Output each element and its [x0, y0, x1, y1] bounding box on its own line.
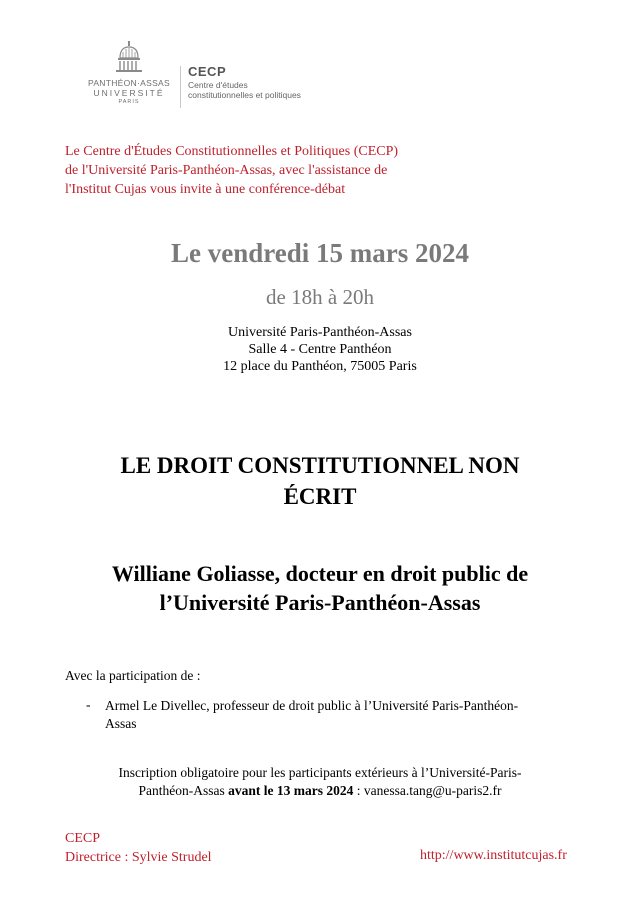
invitation-line: de l'Université Paris-Panthéon-Assas, avec l'assistance de [65, 163, 388, 178]
university-city: PARIS [118, 99, 140, 105]
invitation-line: l'Institut Cujas vous invite à une conférence-débat [65, 182, 346, 197]
address-line: Salle 4 - Centre Panthéon [248, 342, 392, 357]
logo-divider [180, 66, 181, 108]
registration-line: Panthéon-Assas avant le 13 mars 2024 : vanessa.tang@u-paris2.fr [138, 783, 502, 798]
invitation-line: Le Centre d'Études Constitutionnelles et Politiques (CECP) [65, 144, 399, 159]
registration-email: : vanessa.tang@u-paris2.fr [353, 783, 502, 798]
list-bullet: - [86, 697, 91, 712]
participant-line: Armel Le Divellec, professeur de droit public à l’Université Paris-Panthéon- [105, 698, 519, 713]
pantheon-dome-icon [111, 40, 147, 76]
event-time: de 18h à 20h [266, 285, 374, 309]
address-line: Université Paris-Panthéon-Assas [228, 325, 412, 340]
speaker-line: Williane Goliasse, docteur en droit public de [111, 561, 529, 586]
event-date: Le vendredi 15 mars 2024 [171, 238, 469, 268]
cecp-name-line2: constitutionnelles et politiques [188, 90, 301, 100]
cecp-name-line1: Centre d'études [188, 80, 248, 90]
cecp-acronym: CECP [188, 64, 227, 79]
invitation-text [65, 142, 465, 199]
cecp-logo [188, 64, 301, 100]
footer-cecp-label: CECP [65, 831, 101, 846]
footer-website-link[interactable]: http://www.institutcujas.fr [420, 848, 567, 863]
event-address [0, 324, 640, 375]
participation-label: Avec la participation de : [65, 668, 201, 683]
title-line: LE DROIT CONSTITUTIONNEL NON [120, 453, 520, 478]
pantheon-assas-logo [86, 40, 172, 110]
registration-deadline: avant le 13 mars 2024 [228, 783, 354, 798]
conference-title [40, 450, 600, 512]
speaker-line: l’Université Paris-Panthéon-Assas [159, 590, 481, 615]
title-line: ÉCRIT [283, 484, 357, 509]
registration-line: Inscription obligatoire pour les participants extérieurs à l’Université-Paris- [118, 765, 522, 780]
participant-item [105, 697, 585, 733]
university-name-line1: PANTHÉON·ASSAS [88, 78, 170, 88]
university-name-line2: UNIVERSITÉ [93, 88, 165, 98]
speaker [40, 559, 600, 617]
address-line: 12 place du Panthéon, 75005 Paris [223, 359, 417, 374]
participant-line: Assas [105, 716, 137, 731]
registration-notice [50, 764, 590, 800]
footer-contact [65, 829, 212, 867]
footer-director: Directrice : Sylvie Strudel [65, 850, 212, 865]
